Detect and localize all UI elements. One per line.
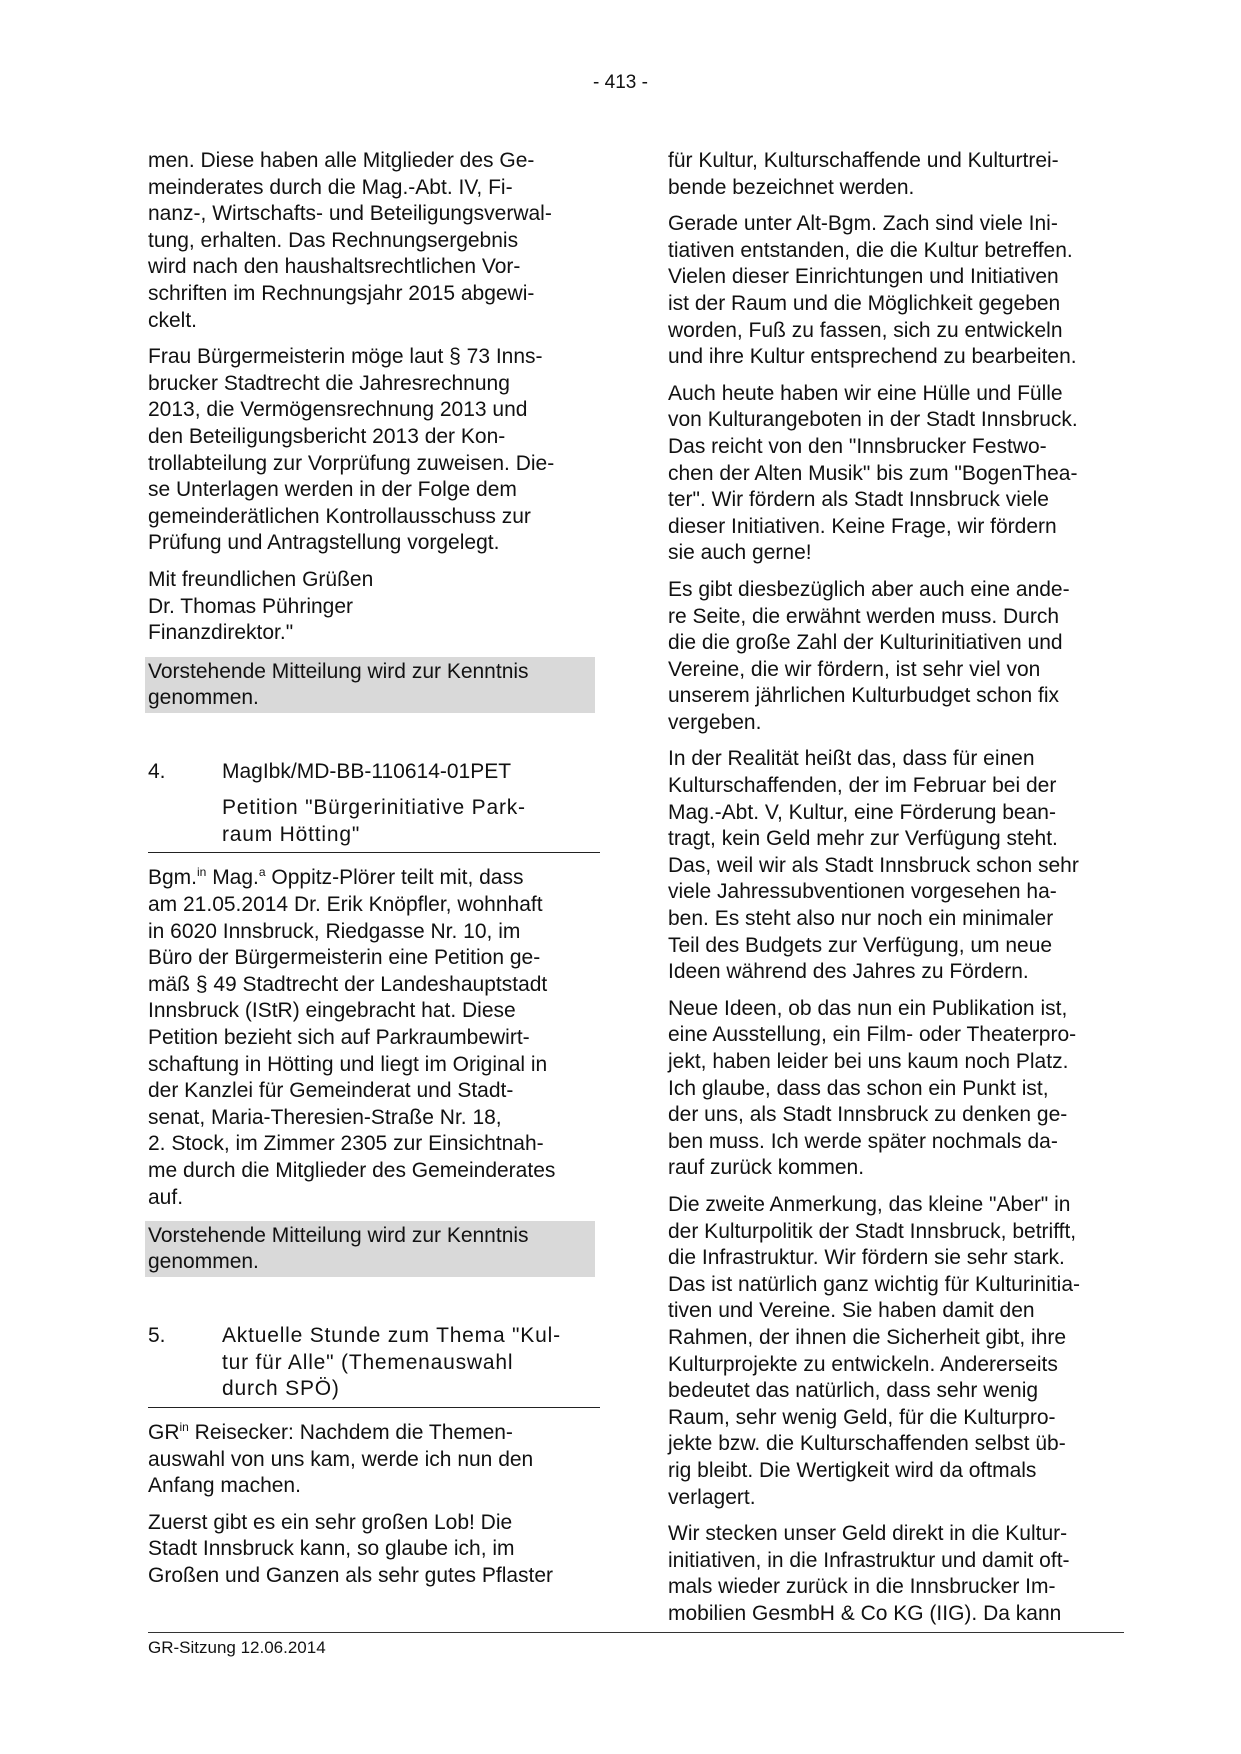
paragraph: $GR^{in}$ Reisecker: Nachdem die Themen- auswahl von uns kam, werde ich nun den Anfang machen. bbox=[148, 1419, 534, 1498]
resolution-note: Vorstehende Mitteilung wird zur Kenntnis genommen. bbox=[145, 657, 595, 713]
paragraph: Die zweite Anmerkung, das kleine "Aber" in der Kulturpolitik der Stadt Innsbruck, betrifft, die Infrastruktur. Wir fördern sie sehr stark. Das ist natürlich ganz wichtig für Kulturinitia- tiven und Vereine. Sie haben damit den Rahmen, der ihnen die Sicherheit gibt, ihre Kulturprojekte zu entwickeln. Andererseits bedeutet das natürlich, dass sehr wenig Raum, sehr wenig Geld, für die Kulturpro- jekte bzw. die Kulturschaffenden selbst üb- rig bleibt. Die Wertigkeit wird da oftmals verlagert. bbox=[668, 1192, 1081, 1509]
left-column bbox=[148, 148, 600, 1600]
paragraph: men. Diese haben alle Mitglieder des Ge- meinderates durch die Mag.-Abt. IV, Fi- nanz-, Wirtschafts- und Beteiligungsverwal- tung, erhalten. Das Rechnungsergebnis wird nach den haushaltsrechtlichen Vor- schriften im Rechnungsjahr 2015 abgewi- ckelt. bbox=[148, 149, 552, 332]
paragraph: Neue Ideen, ob das nun ein Publikation ist, eine Ausstellung, ein Film- oder Theaterpro- jekt, haben leider bei uns kaum noch Platz. Ich glaube, dass das schon ein Punkt ist, der uns, als Stadt Innsbruck zu denken ge- ben muss. Ich werde später nochmals da- rauf zurück kommen. bbox=[668, 996, 1077, 1180]
agenda-item-4 bbox=[148, 759, 600, 854]
paragraph: für Kultur, Kulturschaffende und Kulturtrei- bende bezeichnet werden. bbox=[668, 149, 1059, 199]
resolution-note: Vorstehende Mitteilung wird zur Kenntnis genommen. bbox=[145, 1221, 595, 1277]
footer-session-date: GR-Sitzung 12.06.2014 bbox=[148, 1638, 326, 1657]
agenda-item-reference: MagIbk/MD-BB-110614-01PET bbox=[222, 759, 512, 783]
paragraph: Zuerst gibt es ein sehr großen Lob! Die Stadt Innsbruck kann, so glaube ich, im Großen und Ganzen als sehr gutes Pflaster bbox=[148, 1510, 554, 1587]
paragraph: Gerade unter Alt-Bgm. Zach sind viele Ini- tiativen entstanden, die die Kultur betreffen. Vielen dieser Einrichtungen und Initiativen ist der Raum und die Möglichkeit gegeben worden, Fuß zu fassen, sich zu entwickeln und ihre Kultur entsprechend zu bearbeiten. bbox=[668, 212, 1077, 369]
right-column bbox=[668, 148, 1128, 1637]
paragraph: Frau Bürgermeisterin möge laut § 73 Inns- brucker Stadtrecht die Jahresrechnung 2013, die Vermögensrechnung 2013 und den Beteiligungsbericht 2013 der Kon- trollabteilung zur Vorprüfung zuweisen. Die- se Unterlagen werden in der Folge dem gemeinderätlichen Kontrollausschuss zur Prüfung und Antragstellung vorgelegt. bbox=[148, 345, 555, 555]
paragraph: Bgm.$^{in}$ Mag.$^a$ Oppitz-Plörer teilt mit, dass am 21.05.2014 Dr. Erik Knöpfler, wohnhaft in 6020 Innsbruck, Riedgasse Nr. 10, im Büro der Bürgermeisterin eine Petition ge- mäß § 49 Stadtrecht der Landeshauptstadt Innsbruck (IStR) eingebracht hat. Diese Petition bezieht sich auf Parkraumbewirt- schaftung in Hötting und liegt im Original in der Kanzlei für Gemeinderat und Stadt- senat, Maria-Theresien-Straße Nr. 18, 2. Stock, im Zimmer 2305 zur Einsichtnah- me durch die Mitglieder des Gemeinderates auf. bbox=[148, 865, 556, 1209]
paragraph: In der Realität heißt das, dass für einen Kulturschaffenden, der im Februar bei der Mag.-Abt. V, Kultur, eine Förderung bean- tragt, kein Geld mehr zur Verfügung steht. Das, weil wir als Stadt Innsbruck schon sehr viele Jahressubventionen vorgesehen ha- ben. Es steht also nur noch ein minimaler Teil des Budgets zur Verfügung, um neue Ideen während des Jahres zu Fördern. bbox=[668, 747, 1079, 984]
paragraph: Es gibt diesbezüglich aber auch eine ande- re Seite, die erwähnt werden muss. Durch die die große Zahl der Kulturinitiativen und Vereine, die wir fördern, ist sehr viel von unserem jährlichen Kulturbudget schon fix vergeben. bbox=[668, 577, 1070, 734]
agenda-item-number: 4. bbox=[148, 759, 166, 783]
paragraph: Wir stecken unser Geld direkt in die Kultur- initiativen, in die Infrastruktur und damit oft- mals wieder zurück in die Innsbrucker Im- mobilien GesmbH & Co KG (IIG). Da kann bbox=[668, 1522, 1070, 1625]
agenda-item-5 bbox=[148, 1323, 600, 1408]
agenda-item-title: Aktuelle Stunde zum Thema "Kul- tur für Alle" (Themenauswahl durch SPÖ) bbox=[222, 1324, 561, 1401]
paragraph: Auch heute haben wir eine Hülle und Fülle von Kulturangeboten in der Stadt Innsbruck. Das reicht von den "Innsbrucker Festwo- chen der Alten Musik" bis zum "BogenThea- ter". Wir fördern als Stadt Innsbruck viele dieser Initiativen. Keine Frage, wir fördern sie auch gerne! bbox=[668, 381, 1078, 565]
agenda-item-number: 5. bbox=[148, 1324, 166, 1348]
page-number: - 413 - bbox=[593, 72, 648, 93]
footer-divider bbox=[148, 1632, 1124, 1633]
agenda-item-title: Petition "Bürgerinitiative Park- raum Hötting" bbox=[222, 796, 526, 846]
closing-signature: Mit freundlichen Grüßen Dr. Thomas Pühringer Finanzdirektor." bbox=[148, 567, 374, 645]
